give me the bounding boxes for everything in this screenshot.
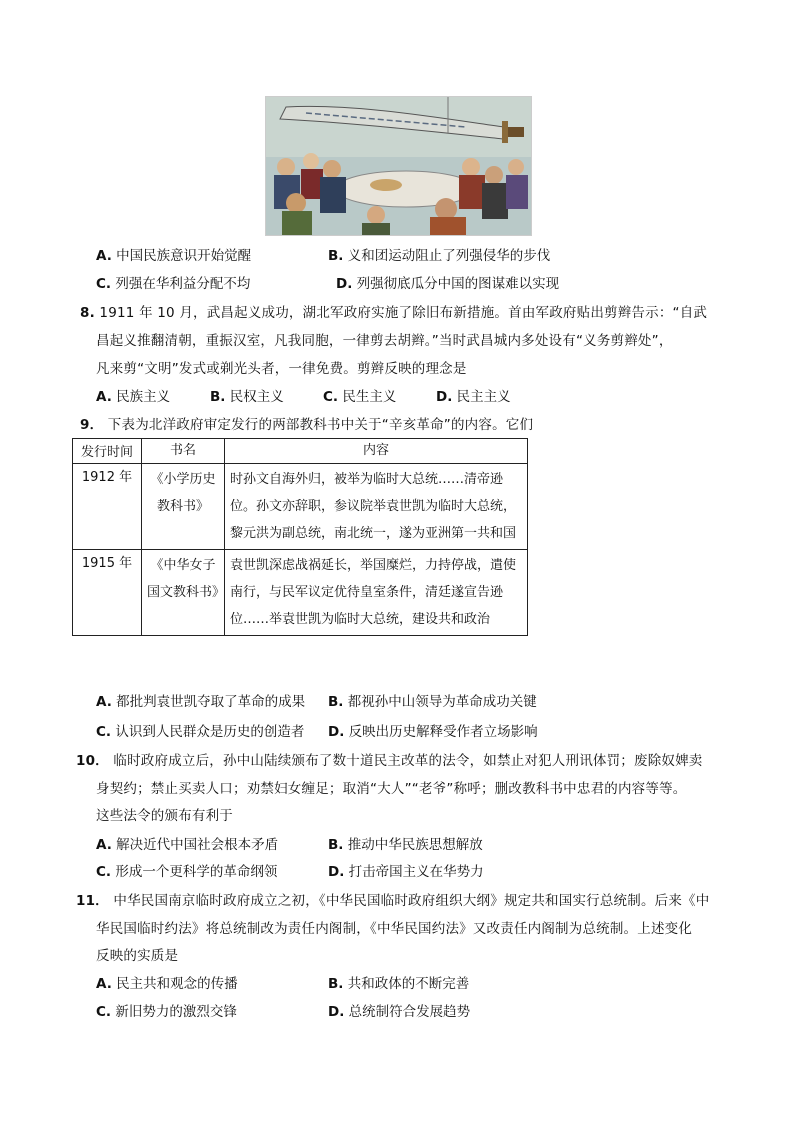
q11-number: 11． <box>76 893 109 909</box>
political-cartoon-image <box>265 96 532 236</box>
q11-option-d[interactable] <box>328 1000 470 1020</box>
q10-line-1 <box>76 749 703 769</box>
table-row <box>73 550 528 636</box>
header-content: 内容 <box>225 439 528 464</box>
q10-option-c-text: 形成一个更科学的革命纲领 <box>115 864 278 880</box>
option-letter: B. <box>328 837 344 853</box>
q11-stem-line-3: 反映的实质是 <box>96 948 179 964</box>
q10-stem-line-3: 这些法令的颁布有利于 <box>96 808 233 824</box>
q8-stem-line-1: 1911 年 10 月，武昌起义成功，湖北军政府实施了除旧布新措施。首由军政府贴出剪辫告示：“自武 <box>99 305 708 321</box>
q10-stem-line-1: 临时政府成立后，孙中山陆续颁布了数十道民主改革的法令，如禁止对犯人刑讯体罚；废除奴婢卖 <box>113 753 703 769</box>
row-2-book: 《中华女子国文教科书》 <box>142 550 225 636</box>
option-letter: D. <box>328 864 345 880</box>
q10-option-a-text: 解决近代中国社会根本矛盾 <box>116 837 279 853</box>
q8-option-a-text: 民族主义 <box>116 389 171 405</box>
q7-option-c[interactable] <box>96 272 250 292</box>
q8-line-1 <box>80 301 707 321</box>
q9-number: 9． <box>80 417 104 433</box>
q8-option-b[interactable] <box>210 385 284 405</box>
q10-option-c[interactable] <box>96 860 277 880</box>
q9-option-c-text: 认识到人民群众是历史的创造者 <box>115 724 305 740</box>
q11-stem-line-1: 中华民国南京临时政府成立之初，《中华民国临时政府组织大纲》规定共和国实行总统制。后来《中 <box>113 893 710 909</box>
q10-option-d[interactable] <box>328 860 484 880</box>
table-header-row <box>73 439 528 464</box>
header-book: 书名 <box>142 439 225 464</box>
q9-option-a-text: 都批判袁世凯夺取了革命的成果 <box>116 694 306 710</box>
option-letter: A. <box>96 837 112 853</box>
q9-option-b[interactable] <box>328 690 537 710</box>
row-1-content: 时孙文自海外归，被举为临时大总统……清帝逊位。孙文亦辞职，参议院举袁世凯为临时大总统，黎元洪为副总统，南北统一，遂为亚洲第一共和国 <box>225 464 528 550</box>
option-letter: D. <box>336 276 353 292</box>
option-letter: A. <box>96 976 112 992</box>
option-letter: A. <box>96 248 112 264</box>
option-letter: C. <box>96 864 112 880</box>
q10-option-d-text: 打击帝国主义在华势力 <box>348 864 484 880</box>
q9-option-c[interactable] <box>96 720 304 740</box>
row-1-year: 1912 年 <box>73 464 142 550</box>
q11-line-1 <box>76 889 709 909</box>
option-letter: D. <box>436 389 453 405</box>
q11-option-a[interactable] <box>96 972 238 992</box>
q11-option-d-text: 总统制符合发展趋势 <box>348 1004 471 1020</box>
q8-number: 8. <box>80 305 95 321</box>
q11-option-b-text: 共和政体的不断完善 <box>347 976 470 992</box>
header-year: 发行时间 <box>73 439 142 464</box>
q9-option-a[interactable] <box>96 690 305 710</box>
row-2-year: 1915 年 <box>73 550 142 636</box>
q9-option-d-text: 反映出历史解释受作者立场影响 <box>348 724 538 740</box>
option-letter: D. <box>328 1004 345 1020</box>
q9-option-d[interactable] <box>328 720 538 740</box>
q8-option-a[interactable] <box>96 385 170 405</box>
q7-option-d[interactable] <box>336 272 559 292</box>
q8-option-b-text: 民权主义 <box>229 389 284 405</box>
q9-line-1 <box>80 413 533 433</box>
q7-option-a-text: 中国民族意识开始觉醒 <box>116 248 252 264</box>
q10-option-a[interactable] <box>96 833 278 853</box>
q7-option-b[interactable] <box>328 244 550 264</box>
q9-option-b-text: 都视孙中山领导为革命成功关键 <box>347 694 537 710</box>
q10-number: 10． <box>76 753 109 769</box>
q8-option-c-text: 民生主义 <box>342 389 397 405</box>
option-letter: A. <box>96 694 112 710</box>
q11-stem-line-2: 华民国临时约法》将总统制改为责任内阁制，《中华民国约法》又改责任内阁制为总统制。上述变化 <box>96 921 693 937</box>
q8-option-d-text: 民主主义 <box>456 389 511 405</box>
q8-option-c[interactable] <box>323 385 396 405</box>
option-letter: C. <box>96 1004 112 1020</box>
q8-stem-line-2: 昌起义推翻清朝，重振汉室，凡我同胞，一律剪去胡辫。”当时武昌城内多处设有“义务剪辫处”， <box>96 333 673 349</box>
q7-option-b-text: 义和团运动阻止了列强侵华的步伐 <box>347 248 551 264</box>
option-letter: D. <box>328 724 345 740</box>
textbook-comparison-table <box>72 438 528 636</box>
option-letter: C. <box>96 276 112 292</box>
q7-option-c-text: 列强在华利益分配不均 <box>115 276 251 292</box>
q8-stem-line-3: 凡来剪“文明”发式或剃光头者，一律免费。剪辫反映的理念是 <box>96 361 467 377</box>
option-letter: C. <box>96 724 112 740</box>
option-letter: A. <box>96 389 112 405</box>
row-1-book: 《小学历史教科书》 <box>142 464 225 550</box>
q11-option-c-text: 新旧势力的激烈交锋 <box>115 1004 237 1020</box>
table-row <box>73 464 528 550</box>
q11-option-b[interactable] <box>328 972 469 992</box>
option-letter: B. <box>328 976 344 992</box>
cartoon-illustration <box>266 97 531 235</box>
q10-option-b[interactable] <box>328 833 483 853</box>
q7-option-a[interactable] <box>96 244 251 264</box>
q11-option-a-text: 民主共和观念的传播 <box>116 976 238 992</box>
option-letter: B. <box>328 694 344 710</box>
q9-stem: 下表为北洋政府审定发行的两部教科书中关于“辛亥革命”的内容。它们 <box>107 417 534 433</box>
q7-option-d-text: 列强彻底瓜分中国的图谋难以实现 <box>356 276 560 292</box>
q11-option-c[interactable] <box>96 1000 237 1020</box>
option-letter: B. <box>328 248 344 264</box>
option-letter: B. <box>210 389 226 405</box>
q10-option-b-text: 推动中华民族思想解放 <box>347 837 483 853</box>
q8-option-d[interactable] <box>436 385 511 405</box>
row-2-content: 袁世凯深虑战祸延长，举国糜烂，力持停战，遣使南行，与民军议定优待皇室条件，清廷遂宣告逊位……举袁世凯为临时大总统，建设共和政治 <box>225 550 528 636</box>
q10-stem-line-2: 身契约；禁止买卖人口；劝禁妇女缠足；取消“大人”“老爷”称呼；删改教科书中忠君的内容等等。 <box>96 781 687 797</box>
option-letter: C. <box>323 389 339 405</box>
